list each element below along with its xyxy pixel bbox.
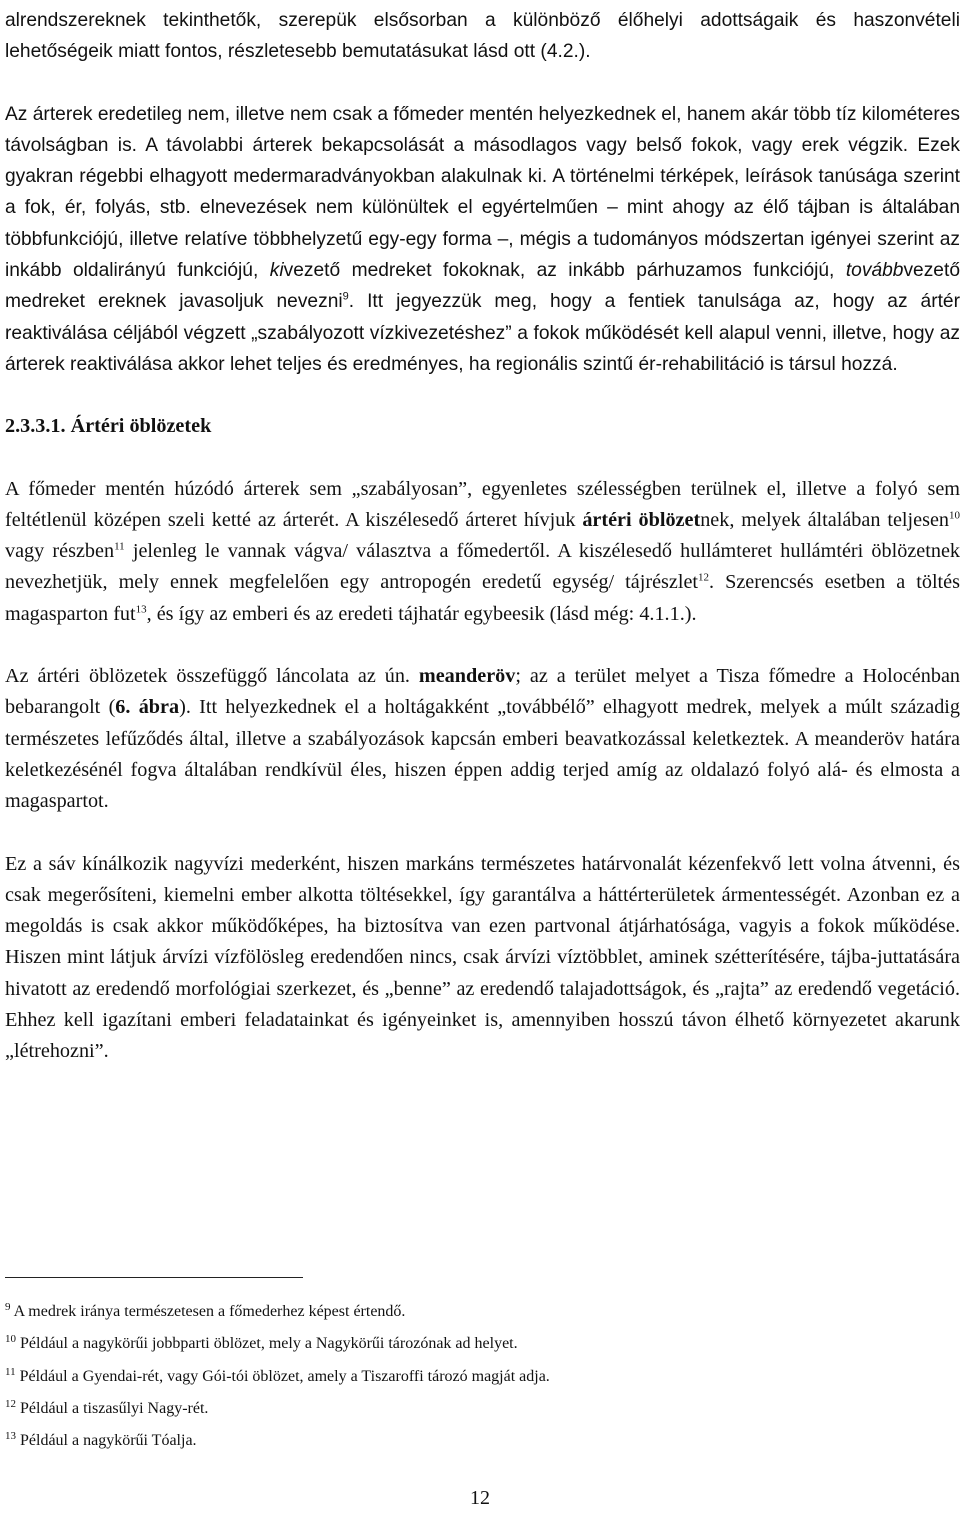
footnote-ref-9[interactable]: 9 [342, 290, 349, 303]
paragraph-gap [5, 68, 960, 99]
paragraph-sav: Ez a sáv kínálkozik nagyvízi mederként, hiszen markáns természetes határvonalát kézenfekvő lett volna átvenni, és csak megerősíteni, kiemelni ember alkotta töltésekkel, így garantálva a háttérterületek ármentességét. Azonban ez a megoldás is csak akkor működőképes, ha biztosítva van ezen partvonal átjárhatósága, vagyis a fokok működése. Hiszen mint látjuk árvízi vízfölösleg eredendően nincs, csak árvízi víztöbblet, aminek szétterítésére, tájba-juttatására hivatott az eredendő morfológiai szerkezet, és „benne” az eredendő talajadottságok, és „rajta” az eredendő vegetáció. Ehhez kell igazítani emberi feladatainkat és igényeinket is, amennyiben hosszú távon élhető környezetet akarunk „létrehozni”. [5, 852, 960, 1063]
footnote-item: $^{12}$ Például a tiszasűlyi Nagy-rét. [5, 1397, 209, 1417]
paragraph-meanderov: Az ártéri öblözetek összefüggő láncolata az ún. meanderöv; az a terület melyet a Tisza főmedre a Holocénban bebarangolt (6. ábra). Itt helyezkednek el a holtágakként „továbbélő” elhagyott medrek, melyek a múlt századig természetes lefűződés által, illetve a szabályozások kapcsán emberi beavatkozással keletkeztek. A meanderöv határa keletkezésénél fogva általában rendkívül éles, hiszen éppen addig terjed amíg az oldalazó folyó alá- és elmosta a magaspartot. [5, 665, 960, 813]
footnotes [5, 1296, 960, 1457]
footnote-item: $^{11}$ Például a Gyendai-rét, vagy Gói-tói öblözet, amely a Tiszaroffi tározó magját adja. [5, 1365, 550, 1385]
footnote-ref-13[interactable]: 13 [135, 603, 147, 616]
footnote-ref-11[interactable]: 11 [114, 540, 125, 553]
paragraph-intro: alrendszereknek tekinthetők, szerepük elsősorban a különböző élőhelyi adottságaik és haszonvételi lehetőségeik miatt fontos, részletesebb bemutatásukat lásd ott (4.2.). [5, 10, 960, 63]
footnote-item: $^{10}$ Például a nagykörűi jobbparti öblözet, mely a Nagykörűi tározónak ad helyet. [5, 1333, 518, 1353]
paragraph-arterek: Az árterek eredetileg nem, illetve nem csak a főmeder mentén helyezkednek el, hanem akár több tíz kilométeres távolságban is. A távolabbi árterek bekapcsolását a másodlagos vagy belső fokok, vagy erek végzik. Ezek gyakran régebbi elhagyott medermaradványokban alakulnak ki. A történelmi térképek, leírások tanúsága szerint a fok, ér, folyás, stb. elnevezések nem különültek el egyértelműen – mint ahogy az élő tájban is általában többfunkciójú, illetve relatíve többhelyzetű egy-egy forma –, mégis a tudományos módszertan igényei szerint az inkább oldalirányú funkciójú, kivezető medreket fokoknak, az inkább párhuzamos funkciójú, továbbvezető medreket ereknek javasoljuk nevezni$^9$. Itt jegyezzük meg, hogy a fentiek tanulsága az, hogy az ártér reaktiválása céljából végzett „szabályozott vízkivezetéshez” a fokok működését kell alapul venni, illetve, hogy az árterek reaktiválása akkor lehet teljes és eredményes, ha regionális szintű ér-rehabilitáció is társul hozzá. [5, 103, 960, 375]
page-number: 12 [470, 1487, 490, 1509]
paragraph-gap [5, 443, 960, 474]
footnote-item: $^9$ A medrek iránya természetesen a főmederhez képest értendő. [5, 1301, 406, 1320]
footnote-ref-12[interactable]: 12 [698, 571, 710, 584]
paragraph-gap [5, 818, 960, 849]
footnote-item: $^{13}$ Például a nagykörűi Tóalja. [5, 1430, 197, 1450]
paragraph-gap [5, 380, 960, 411]
footnote-separator [5, 1277, 303, 1278]
paragraph-obolzet: A főmeder mentén húzódó árterek sem „szabályosan”, egyenletes szélességben terülnek el, illetve a folyó sem feltétlenül középen szeli ketté az árterét. A kiszélesedő árteret hívjuk ártéri öblözetnek, melyek általában teljesen$^{10}$ vagy részben$^{11}$ jelenleg le vannak vágva/ választva a főmedertől. A kiszélesedő hullámteret hullámtéri öblözetnek nevezhetjük, mely ennek megfelelően egy antropogén eredetű egység/ tájrészlet$^{12}$. Szerencsés esetben a töltés magasparton fut$^{13}$, és így az emberi és az eredeti tájhatár egybeesik (lásd még: 4.1.1.). [5, 477, 960, 625]
section-heading: 2.3.3.1. Ártéri öblözetek [5, 415, 212, 438]
main-text [5, 5, 960, 1068]
footnote-ref-10[interactable]: 10 [949, 509, 960, 522]
paragraph-gap [5, 630, 960, 661]
